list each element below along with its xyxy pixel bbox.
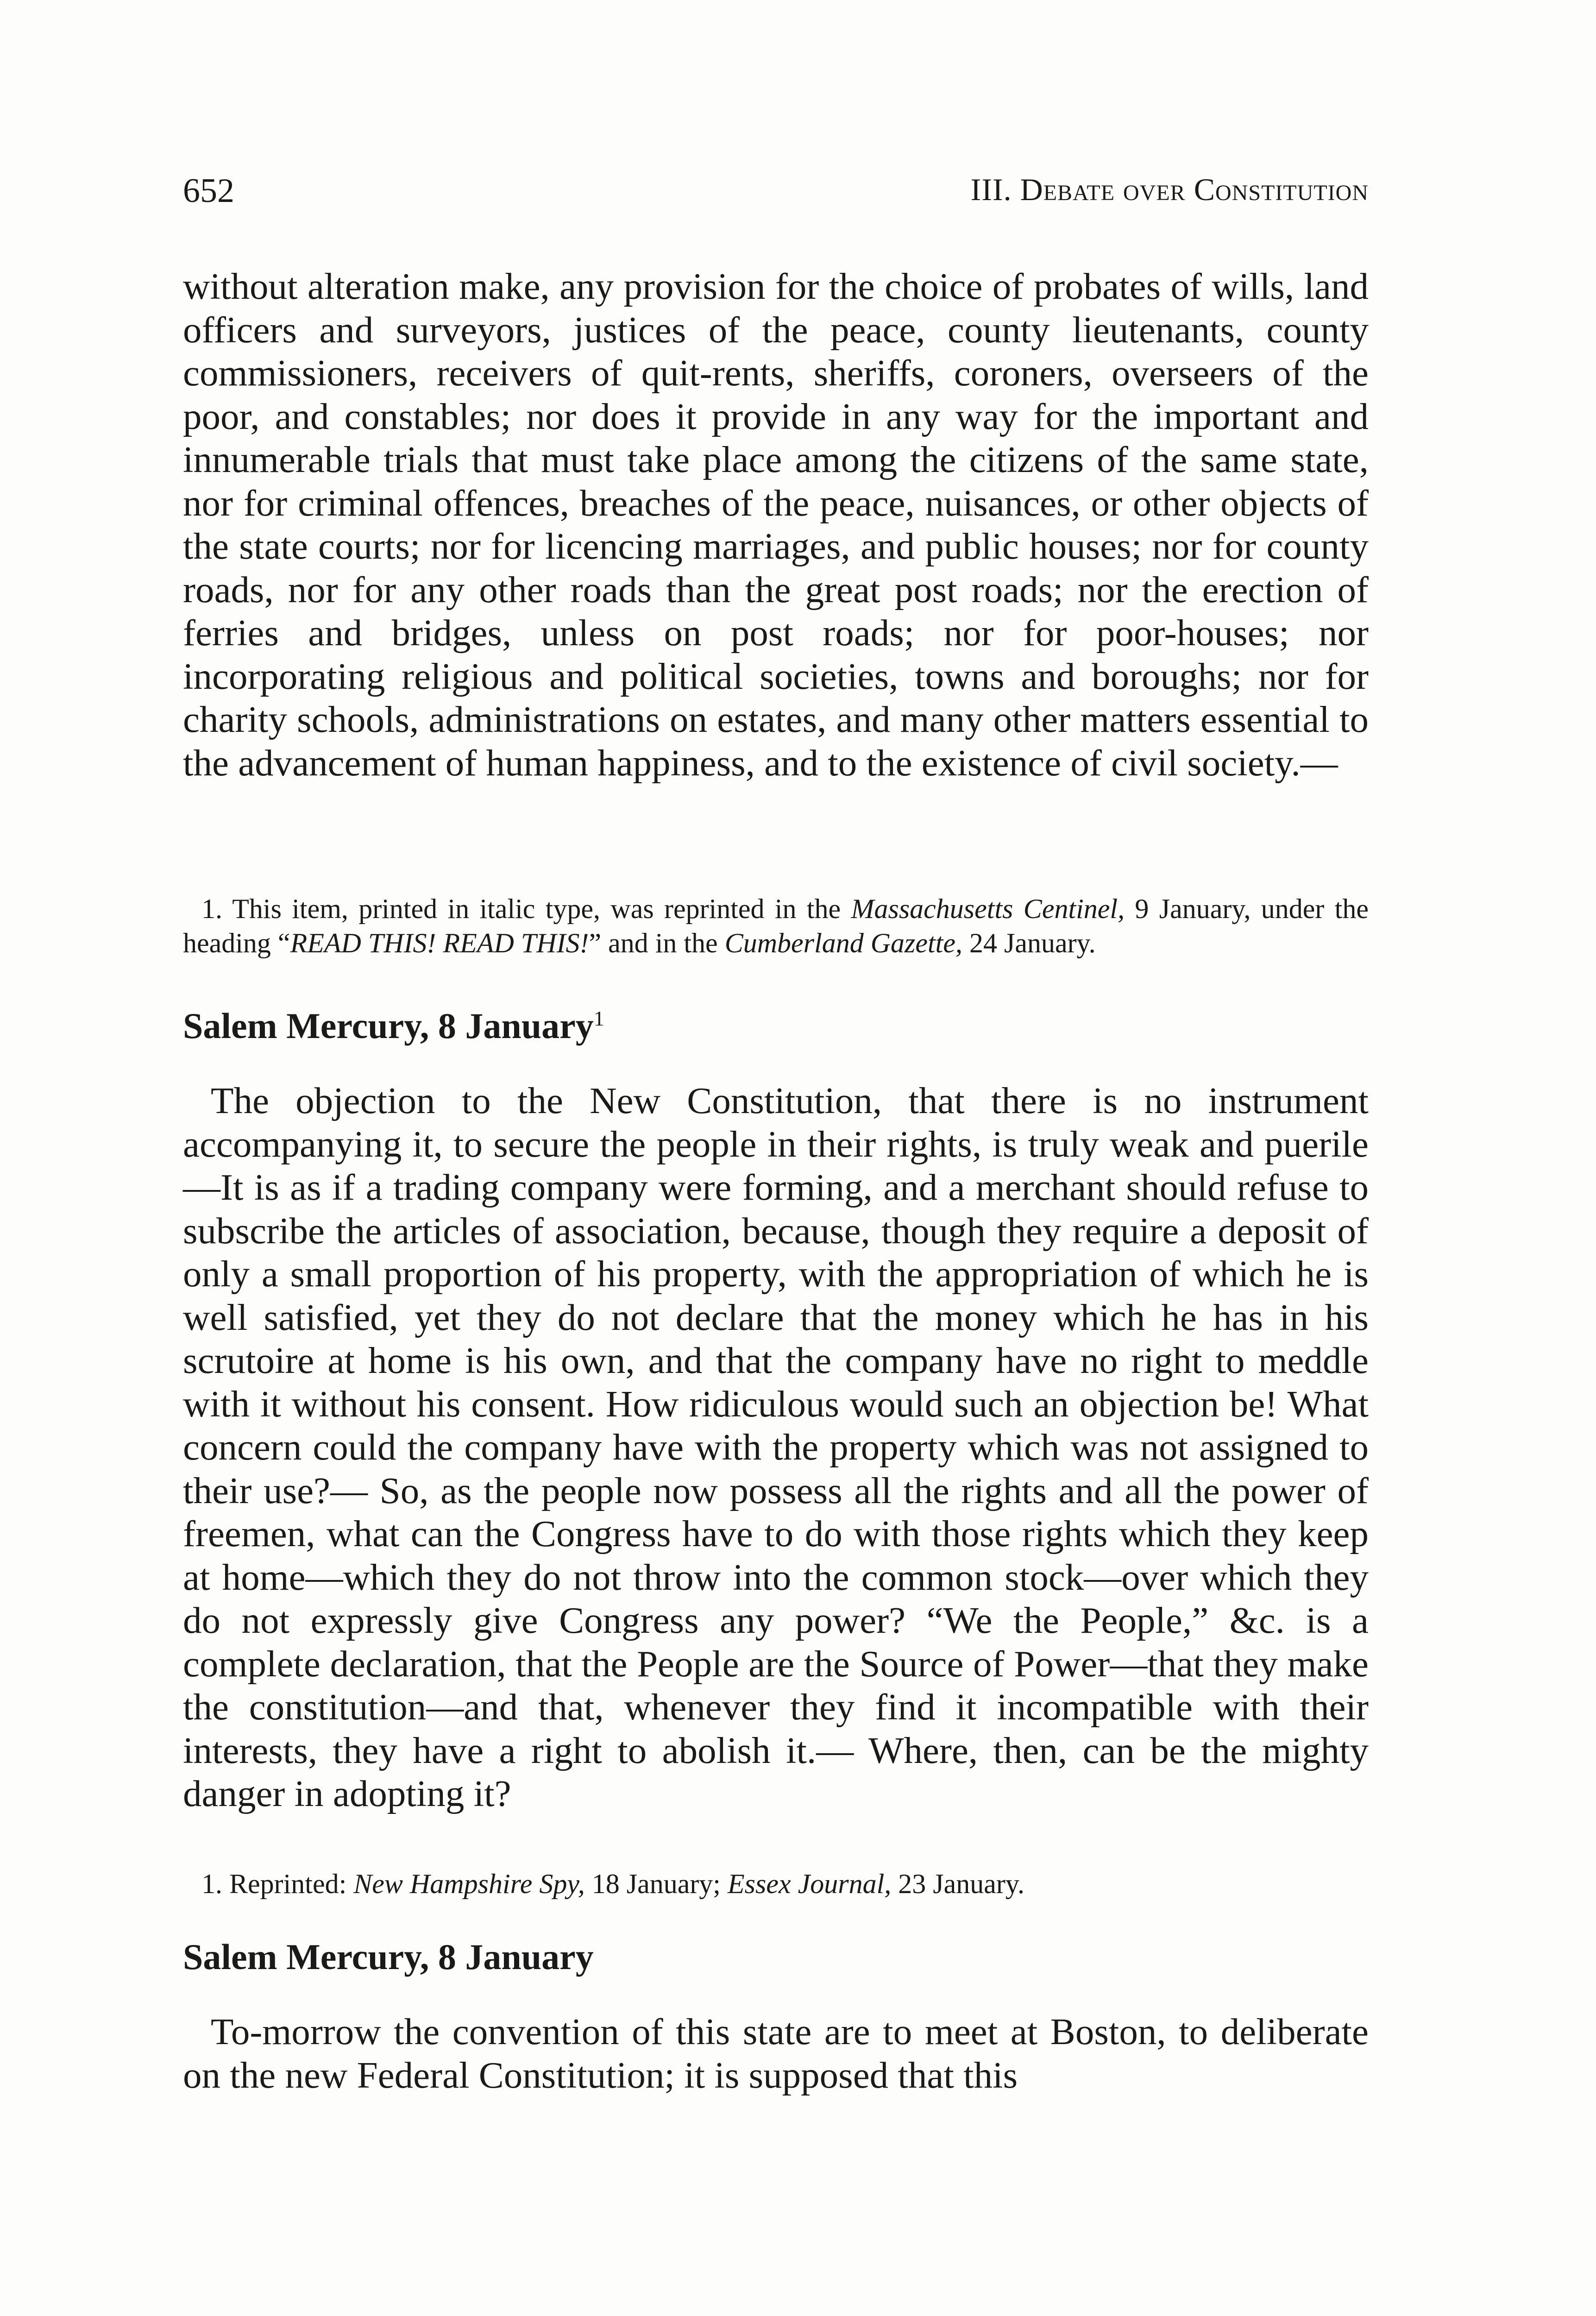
footnote-text: Reprinted:: [229, 1869, 347, 1899]
footnote-text: This item, printed in italic type, was reprinted in the: [232, 894, 841, 924]
section-heading-1: [183, 1005, 604, 1047]
body-paragraph-2: [183, 1079, 1369, 1816]
footnote-1: [183, 892, 1369, 960]
footnote-text: 23 January.: [898, 1869, 1024, 1899]
section-heading-2: Salem Mercury, 8 January: [183, 1937, 594, 1977]
quoted-heading: READ THIS! READ THIS!: [290, 928, 589, 958]
body-paragraph-1: without alteration make, any provision for the choice of probates of wills, land officers and surveyors, justices of the peace, county lieutenants, county commissioners, receivers of quit-rents, sheriffs, coroners, overseers of the poor, and constables; nor does it provide in any way for the important and innumerable trials that must take place among the citizens of the same state, nor for criminal offences, breaches of the peace, nuisances, or other objects of the state courts; nor for licencing marriages, and public houses; nor for county roads, nor for any other roads than the great post roads; nor the erection of ferries and bridges, unless on post roads; nor for poor-houses; nor incorporating religious and political societies, towns and boroughs; nor for charity schools, administrations on estates, and many other matters essential to the advancement of human happiness, and to the existence of civil society.—: [183, 265, 1369, 784]
body-paragraph-3: [183, 2010, 1369, 2097]
footnote-number: 1.: [201, 1869, 222, 1899]
paragraph-text: The objection to the New Constitution, that there is no instrument accompanying it, to secure the people in their rights, is truly weak and puerile—It is as if a trading company were forming, and a merchant should refuse to subscribe the articles of association, because, though they require a deposit of only a small proportion of his property, with the appropriation of which he is well satisfied, yet they do not declare that the money which he has in his scrutoire at home is his own, and that the company have no right to meddle with it without his consent. How ridiculous would such an objection be! What concern could the company have with the property which was not assigned to their use?— So, as the people now possess all the rights and all the power of freemen, what can the Congress have to do with those rights which they keep at home—which they do not throw into the common stock—over which they do not expressly give Congress any power? “We the People,” &c. is a complete declaration, that the People are the Source of Power—that they make the constitution—and that, whenever they find it incompatible with their interests, they have a right to abolish it.— Where, then, can be the mighty danger in adopting it?: [183, 1080, 1369, 1814]
page-number: 652: [183, 172, 234, 210]
footnote-text: ” and in the: [589, 928, 718, 958]
newspaper-title: Cumberland Gazette,: [724, 928, 962, 958]
footnote-text: 9 January, under the heading “: [183, 894, 1369, 958]
newspaper-title: New Hampshire Spy,: [353, 1869, 585, 1899]
running-title: III. Debate over Constitution: [970, 172, 1369, 207]
newspaper-title: Massachusetts Centinel,: [851, 894, 1125, 924]
heading-text: Salem Mercury, 8 January: [183, 1006, 594, 1046]
paragraph-text: To-morrow the convention of this state are to meet at Boston, to deliberate on the new Federal Constitution; it is supposed that this: [183, 2011, 1369, 2096]
running-head: [183, 171, 1369, 222]
footnote-marker: 1: [593, 1007, 604, 1030]
footnote-number: 1.: [201, 894, 222, 924]
footnote-text: 18 January;: [591, 1869, 721, 1899]
newspaper-title: Essex Journal,: [727, 1869, 892, 1899]
footnote-2: [183, 1867, 1369, 1901]
footnote-text: 24 January.: [969, 928, 1096, 958]
